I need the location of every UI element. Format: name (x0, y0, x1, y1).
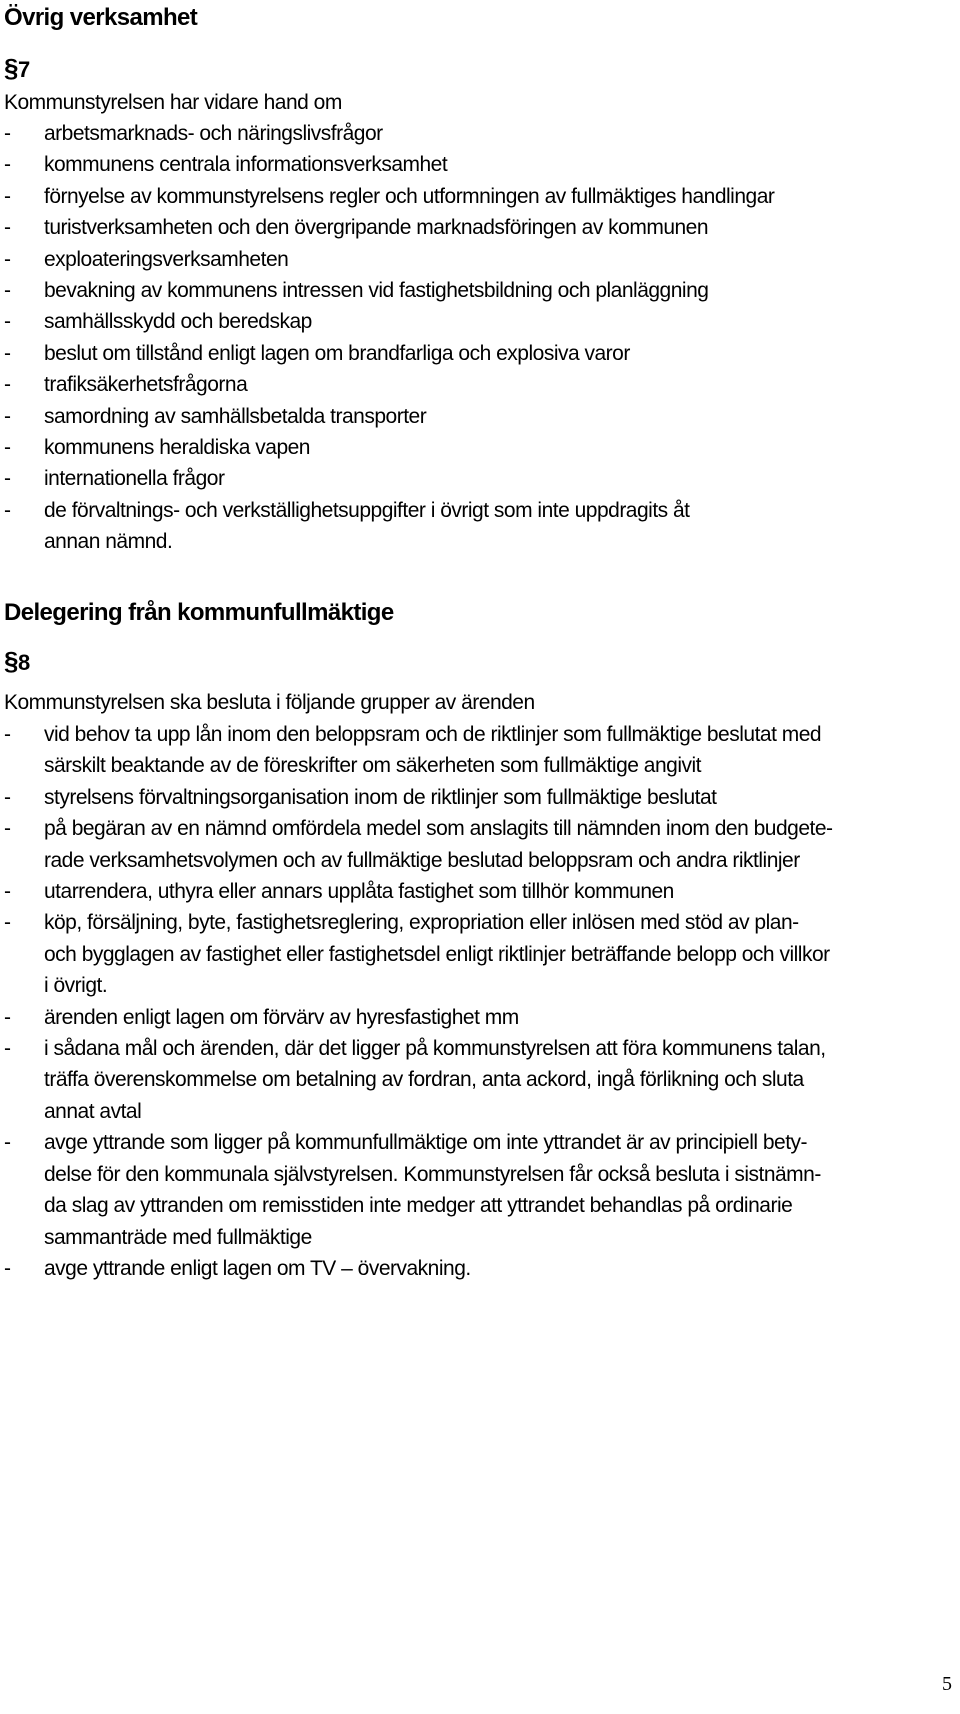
list-item-text: vid behov ta upp lån inom den beloppsram och de riktlinjer som fullmäktige beslutat med särskilt beaktande av de föreskrifter om säkerheten som fullmäktige angivit (44, 723, 822, 778)
list-dash: - (4, 404, 11, 428)
list-item-text: bevakning av kommunens intressen vid fastighetsbildning och planläggning (44, 279, 709, 303)
list-item-text: köp, försäljning, byte, fastighetsreglering, expropriation eller inlösen med stöd av plan- och bygglagen av fastighet eller fastighetsdel enligt riktlinjer beträffande belopp och villkor i övrigt. (44, 911, 830, 998)
list-dash: - (4, 1256, 11, 1280)
list-item-text: förnyelse av kommunstyrelsens regler och utformningen av fullmäktiges handlingar (44, 184, 775, 208)
section-intro: Kommunstyrelsen har vidare hand om (4, 91, 342, 114)
list-item (4, 876, 949, 907)
list-dash: - (4, 122, 11, 145)
list-item-text: samordning av samhällsbetalda transporter (44, 404, 427, 428)
list-item-text: styrelsens förvaltningsorganisation inom de riktlinjer som fullmäktige beslutat (44, 785, 717, 809)
list-dash: - (4, 436, 11, 460)
list-dash: - (4, 279, 11, 303)
list-item-text: i sådana mål och ärenden, där det ligger på kommunstyrelsen att föra kommunens talan, träffa överenskommelse om betalning av fordran, anta ackord, ingå förlikning och sluta annat avtal (44, 1037, 826, 1123)
list-item-text: ärenden enligt lagen om förvärv av hyresfastighet mm (44, 1005, 519, 1029)
paragraph-symbol: § (4, 53, 19, 83)
list-item-text: utarrendera, uthyra eller annars upplåta fastighet som tillhör kommunen (44, 880, 674, 904)
page-number: 5 (942, 1673, 952, 1695)
list-item (4, 1127, 949, 1253)
list-item-text: exploateringsverksamheten (44, 247, 289, 271)
list-dash: - (4, 498, 11, 522)
list-item (4, 149, 949, 180)
list-item-text: turistverksamheten och den övergripande marknadsföringen av kommunen (44, 216, 709, 240)
list-item-text: de förvaltnings- och verkställighetsuppgifter i övrigt som inte uppdragits åt annan nämnd. (44, 498, 690, 554)
paragraph-marker-7 (4, 54, 30, 84)
list-item (4, 495, 949, 558)
list-dash: - (4, 373, 11, 397)
list-dash: - (4, 1131, 11, 1155)
list-item (4, 338, 949, 369)
list-dash: - (4, 880, 11, 904)
list-dash: - (4, 153, 11, 177)
section-intro: Kommunstyrelsen ska besluta i följande grupper av ärenden (4, 691, 535, 714)
list-item (4, 401, 949, 432)
list-item-text: på begäran av en nämnd omfördela medel som anslagits till nämnden inom den budgete- rade verksamhetsvolymen och av fullmäktige beslutad beloppsram och andra riktlinjer (44, 817, 833, 872)
paragraph-symbol: § (4, 646, 19, 676)
list-item (4, 813, 949, 876)
list-item-text: trafiksäkerhetsfrågorna (44, 373, 248, 397)
list-dash: - (4, 216, 11, 240)
list-item (4, 275, 949, 306)
list-item-text: avge yttrande enligt lagen om TV – övervakning. (44, 1256, 471, 1280)
list-item (4, 782, 949, 813)
list-item (4, 719, 949, 782)
list-dash: - (4, 1037, 11, 1061)
list-item (4, 244, 949, 275)
list-dash: - (4, 911, 11, 935)
list-item-text: arbetsmarknads- och näringslivsfrågor (44, 122, 383, 145)
list-dash: - (4, 817, 11, 841)
list-dash: - (4, 723, 11, 746)
paragraph-number: 7 (18, 57, 31, 82)
paragraph-number: 8 (18, 650, 31, 675)
list-item (4, 432, 949, 463)
list-item (4, 181, 949, 212)
list-dash: - (4, 310, 11, 334)
list-item-text: avge yttrande som ligger på kommunfullmäktige om inte yttrandet är av principiell bety- delse för den kommunala självstyrelsen. Kommunstyrelsen får också besluta i sistnämn- da slag av yttranden om remisstiden inte medger att yttrandet behandlas på ordinarie sammanträde med fullmäktige (44, 1131, 821, 1249)
list-item (4, 212, 949, 243)
list-dash: - (4, 467, 11, 491)
list-dash: - (4, 1005, 11, 1029)
delegation-list (4, 719, 949, 1284)
list-dash: - (4, 247, 11, 271)
list-item-text: internationella frågor (44, 467, 225, 491)
list-item (4, 1002, 949, 1033)
list-item (4, 118, 949, 149)
list-item-text: samhällsskydd och beredskap (44, 310, 312, 334)
list-dash: - (4, 184, 11, 208)
list-item-text: kommunens heraldiska vapen (44, 436, 310, 460)
list-dash: - (4, 785, 11, 809)
list-item (4, 306, 949, 337)
list-dash: - (4, 341, 11, 365)
paragraph-marker-8 (4, 647, 30, 677)
section-heading-delegering: Delegering från kommunfullmäktige (4, 599, 394, 626)
list-item (4, 1253, 949, 1284)
list-item (4, 369, 949, 400)
section-heading-ovrig-verksamhet: Övrig verksamhet (4, 4, 198, 31)
list-item (4, 1033, 949, 1127)
list-item-text: kommunens centrala informationsverksamhet (44, 153, 448, 177)
list-item (4, 463, 949, 494)
responsibility-list (4, 118, 949, 558)
list-item (4, 907, 949, 1001)
list-item-text: beslut om tillstånd enligt lagen om brandfarliga och explosiva varor (44, 341, 630, 365)
